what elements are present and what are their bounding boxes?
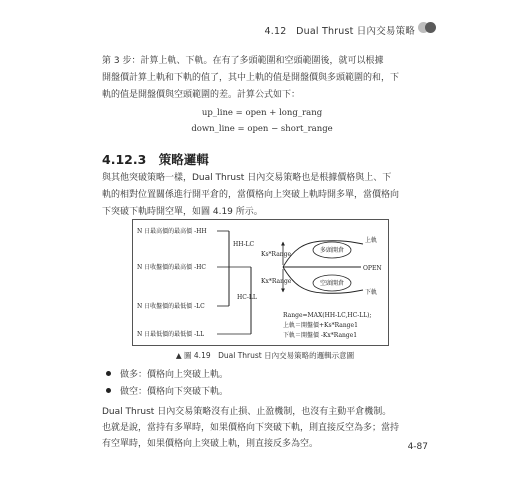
logic-line-2: 軌的相對位置關係進行開平倉的，當價格向上突破上軌時開多單，當價格向: [102, 190, 400, 200]
figure-diagram: [132, 219, 389, 346]
closing-line-1: Dual Thrust 日內交易策略沒有止損、止盈機制，也沒有主動平倉機制。: [102, 407, 392, 417]
label-upper-formula: 上軌＝開盤價+Ks*Range1: [283, 322, 358, 329]
bullet-dot-icon: [106, 388, 111, 393]
logic-line-3: 下突破下軌時開空單，如圖 4.19 所示。: [102, 207, 263, 217]
bullet-item-short: [120, 384, 228, 397]
step3-line-2: 開盤價計算上軌和下軌的值了，其中上軌的值是開盤價與多頭範圍的和，下: [102, 73, 400, 83]
label-open: OPEN: [363, 265, 382, 272]
bullet-dot-icon: [106, 371, 111, 376]
label-kx-range: Kx*Range: [261, 278, 292, 285]
step3-line-1: 第 3 步：計算上軌、下軌。在有了多頭範圍和空頭範圍後，就可以根據: [102, 56, 384, 66]
label-long-open: 多頭開倉: [319, 247, 345, 254]
label-lc: N 日收盤價的最低價 -LC: [137, 303, 205, 310]
bullet-item-long: [120, 367, 228, 380]
label-lower-formula: 下軌＝開盤價 -Kx*Range1: [283, 332, 358, 339]
bullet-text-short: 做空：價格向下突破下軌。: [120, 387, 229, 397]
label-ks-range: Ks*Range: [261, 251, 292, 258]
closing-line-2: 也就是說，當持有多單時，如果價格向下突破下軌，則直接反空為多；當持: [102, 423, 400, 433]
step3-line-3: 軌的值是開盤價與空頭範圍的差。計算公式如下：: [102, 90, 301, 100]
label-hh-lc: HH-LC: [233, 241, 255, 248]
label-range-formula: Range=MAX(HH-LC,HC-LL);: [283, 312, 372, 319]
label-upper: 上軌: [365, 237, 378, 244]
section-heading: 4.12.3 策略邏輯: [102, 152, 209, 167]
label-hh: N 日最高價的最高價 -HH: [137, 228, 207, 235]
formula-down-line: down_line = open − short_range: [191, 124, 333, 134]
header-decoration: [418, 22, 438, 34]
label-hc-ll: HC-LL: [237, 294, 257, 301]
header-dot-dark: [425, 22, 436, 33]
label-lower: 下軌: [365, 289, 378, 296]
logic-line-1: 與其他突破策略一樣，Dual Thrust 日內交易策略也是根據價格與上、下: [102, 173, 392, 183]
page-number: 4-87: [407, 442, 428, 452]
header-title: 4.12 Dual Thrust 日內交易策略: [264, 26, 415, 37]
closing-line-3: 有空單時，如果價格向上突破上軌，則直接反多為空。: [102, 439, 319, 449]
figure-caption: ▲ 圖 4.19 Dual Thrust 日內交易策略的邏輯示意圖: [175, 351, 355, 360]
label-short-open: 空頭開倉: [319, 280, 345, 287]
bullet-text-long: 做多：價格向上突破上軌。: [120, 370, 229, 380]
formula-up-line: up_line = open + long_rang: [201, 108, 323, 118]
label-ll: N 日最低價的最低價 -LL: [137, 331, 205, 338]
label-hc: N 日收盤價的最高價 -HC: [137, 264, 206, 271]
